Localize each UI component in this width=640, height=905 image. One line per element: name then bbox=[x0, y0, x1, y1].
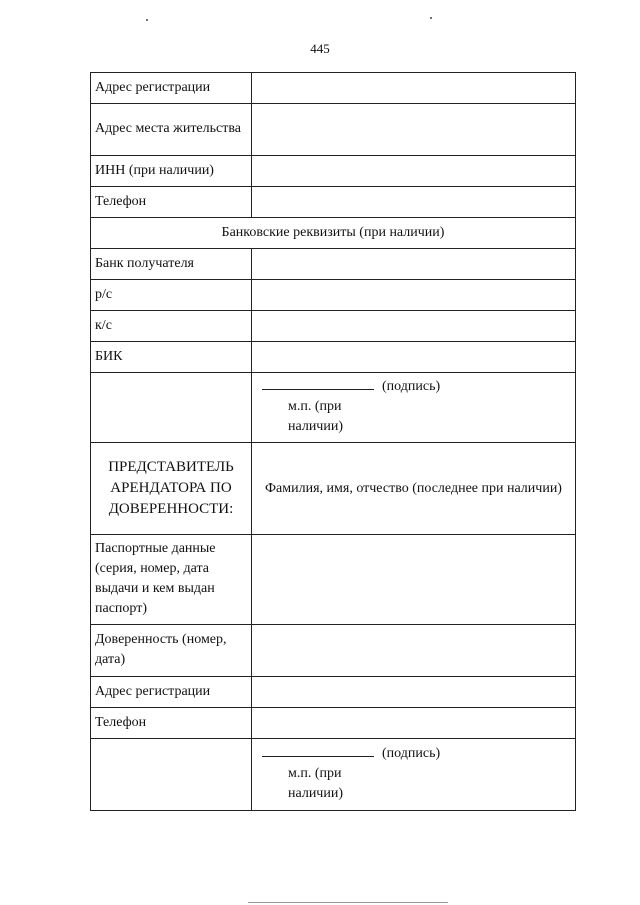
signature-line[interactable] bbox=[262, 377, 374, 390]
rs-label: р/с bbox=[91, 280, 252, 311]
residence-address-label: Адрес места жительства bbox=[91, 104, 252, 156]
table-row bbox=[91, 104, 576, 156]
scan-speck bbox=[146, 19, 148, 21]
table-row bbox=[91, 218, 576, 249]
rep-signature-line[interactable] bbox=[262, 744, 374, 757]
rs-field[interactable] bbox=[252, 280, 576, 311]
power-of-attorney-field[interactable] bbox=[252, 625, 576, 677]
table-row bbox=[91, 342, 576, 373]
bank-label: Банк получателя bbox=[91, 249, 252, 280]
passport-field[interactable] bbox=[252, 535, 576, 625]
table-row bbox=[91, 249, 576, 280]
bank-field[interactable] bbox=[252, 249, 576, 280]
table-row bbox=[91, 187, 576, 218]
table-row bbox=[91, 708, 576, 739]
table-row bbox=[91, 535, 576, 625]
power-of-attorney-label: Доверенность (номер, дата) bbox=[91, 625, 252, 677]
reg-address-field[interactable] bbox=[252, 73, 576, 104]
bank-details-header: Банковские реквизиты (при наличии) bbox=[91, 218, 576, 249]
table-row bbox=[91, 373, 576, 443]
rep-signature-label: (подпись) bbox=[382, 746, 441, 761]
rep-phone-label: Телефон bbox=[91, 708, 252, 739]
page-number: 445 bbox=[310, 41, 330, 56]
rep-reg-address-field[interactable] bbox=[252, 677, 576, 708]
reg-address-label: Адрес регистрации bbox=[91, 73, 252, 104]
signature-empty-cell bbox=[91, 373, 252, 443]
scan-speck bbox=[430, 17, 432, 19]
table-row bbox=[91, 443, 576, 535]
bik-field[interactable] bbox=[252, 342, 576, 373]
ks-field[interactable] bbox=[252, 311, 576, 342]
fio-label: Фамилия, имя, отчество (последнее при наличии) bbox=[252, 443, 576, 535]
bottom-edge-line bbox=[248, 902, 448, 903]
table-row bbox=[91, 156, 576, 187]
ks-label: к/с bbox=[91, 311, 252, 342]
table-row bbox=[91, 625, 576, 677]
signature-cell bbox=[252, 373, 576, 443]
table-row bbox=[91, 311, 576, 342]
bik-label: БИК bbox=[91, 342, 252, 373]
signature-label: (подпись) bbox=[382, 379, 441, 394]
form-table bbox=[90, 72, 576, 811]
phone-field[interactable] bbox=[252, 187, 576, 218]
table-row bbox=[91, 677, 576, 708]
inn-field[interactable] bbox=[252, 156, 576, 187]
residence-address-field[interactable] bbox=[252, 104, 576, 156]
passport-label: Паспортные данные (серия, номер, дата выдачи и кем выдан паспорт) bbox=[91, 535, 252, 625]
phone-label: Телефон bbox=[91, 187, 252, 218]
table-row bbox=[91, 73, 576, 104]
rep-phone-field[interactable] bbox=[252, 708, 576, 739]
representative-heading: ПРЕДСТАВИТЕЛЬ АРЕНДАТОРА ПО ДОВЕРЕННОСТИ: bbox=[91, 443, 252, 535]
rep-reg-address-label: Адрес регистрации bbox=[91, 677, 252, 708]
rep-stamp-note: м.п. (при наличии) bbox=[288, 766, 343, 801]
table-row bbox=[91, 739, 576, 811]
inn-label: ИНН (при наличии) bbox=[91, 156, 252, 187]
rep-signature-cell bbox=[252, 739, 576, 811]
stamp-note: м.п. (при наличии) bbox=[288, 399, 343, 434]
rep-signature-empty-cell bbox=[91, 739, 252, 811]
table-row bbox=[91, 280, 576, 311]
